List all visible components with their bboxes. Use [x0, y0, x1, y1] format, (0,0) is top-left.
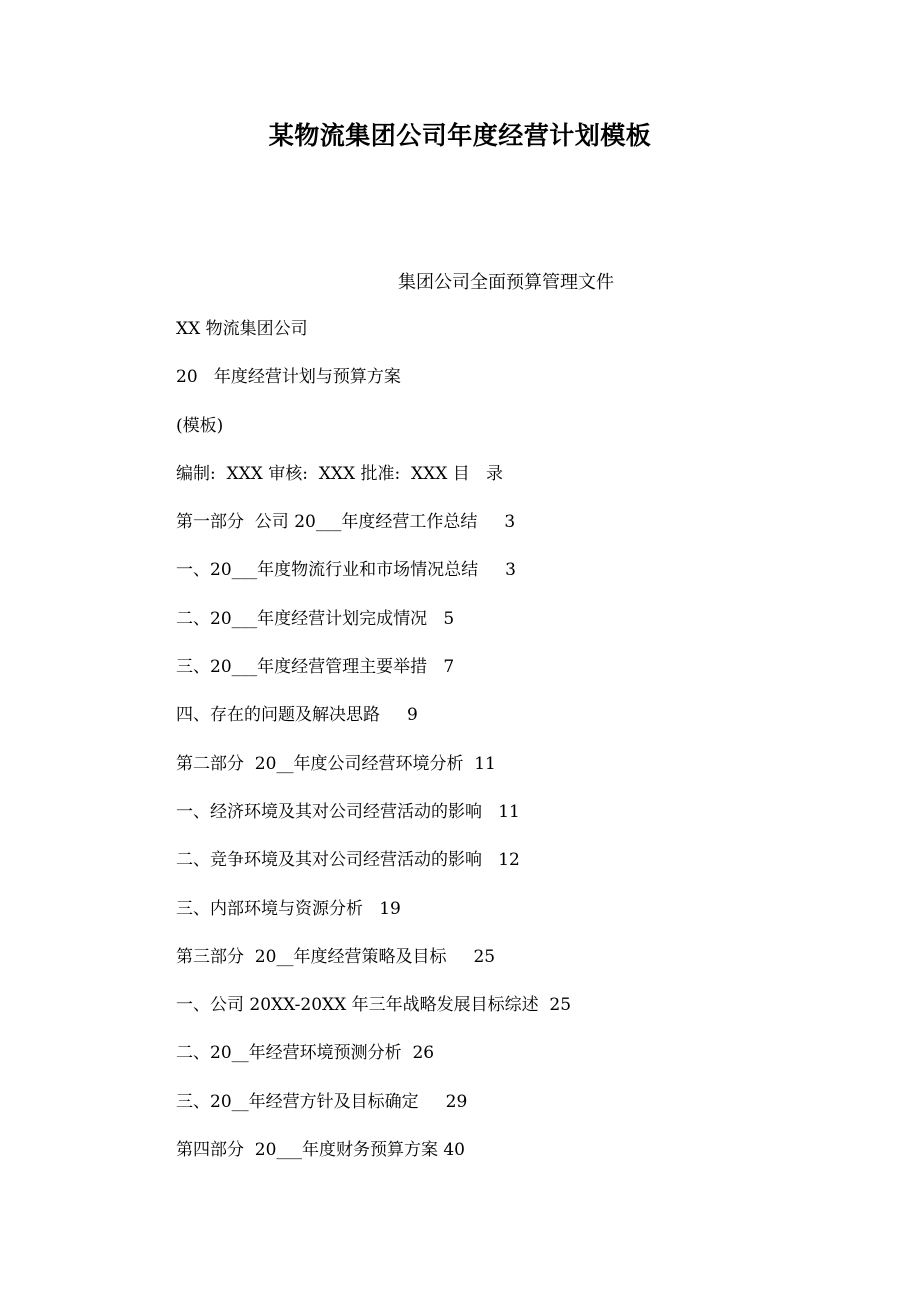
document-body	[176, 313, 876, 1182]
document-title: 某物流集团公司年度经营计划模板	[268, 121, 652, 150]
toc-entry: 一、20___年度物流行业和市场情况总结 3	[176, 560, 516, 581]
toc-entry: 一、公司 20XX-20XX 年三年战略发展目标综述 25	[176, 995, 572, 1016]
toc-entry: 三、20__年经营方针及目标确定 29	[176, 1091, 468, 1112]
toc-entry: 三、20___年度经营管理主要举措 7	[176, 657, 455, 678]
toc-entry: 二、20__年经营环境预测分析 26	[176, 1043, 435, 1064]
toc-entry: 二、竞争环境及其对公司经营活动的影响 12	[176, 850, 520, 871]
toc-entry: 第三部分 20__年度经营策略及目标 25	[176, 946, 496, 967]
toc-entry: 第四部分 20___年度财务预算方案 40	[176, 1140, 465, 1161]
plan-title-line: 20 年度经营计划与预算方案	[176, 367, 401, 388]
toc-entry: 第一部分 公司 20___年度经营工作总结 3	[176, 512, 516, 533]
toc-entry: 三、内部环境与资源分析 19	[176, 898, 401, 919]
company-name-line: XX 物流集团公司	[176, 319, 308, 339]
template-note-line: (模板)	[176, 415, 224, 436]
approval-line: 编制: XXX 审核: XXX 批准: XXX 目 录	[176, 463, 503, 484]
document-subtitle: 集团公司全面预算管理文件	[398, 272, 614, 293]
toc-entry: 二、20___年度经营计划完成情况 5	[176, 608, 455, 629]
toc-entry: 第二部分 20__年度公司经营环境分析 11	[176, 753, 496, 774]
toc-entry: 四、存在的问题及解决思路 9	[176, 705, 418, 726]
toc-entry: 一、经济环境及其对公司经营活动的影响 11	[176, 801, 520, 822]
